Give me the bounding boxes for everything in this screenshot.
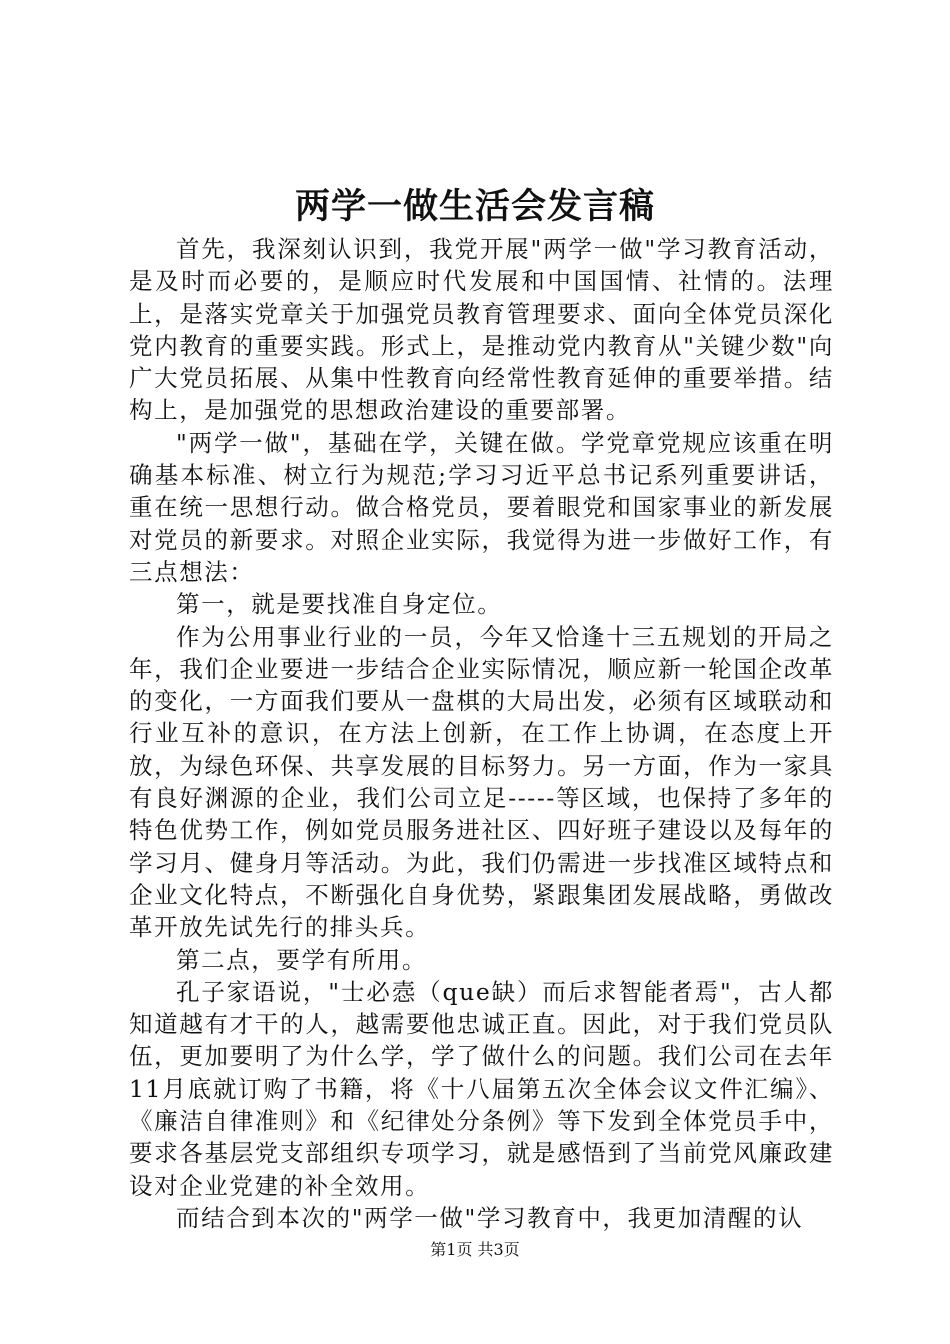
paragraph-1: 首先，我深刻认识到，我党开展"两学一做"学习教育活动，是及时而必要的，是顺应时代发展和中国国情、社情的。法理上，是落实党章关于加强党员教育管理要求、面向全体党员深化党内教育的重要实践。形式上，是推动党内教育从"关键少数"向广大党员拓展、从集中性教育向经常性教育延伸的重要举措。结构上，是加强党的思想政治建设的重要部署。: [129, 235, 834, 425]
paragraph-7: 而结合到本次的"两学一做"学习教育中，我更加清醒的认: [176, 1203, 804, 1232]
paragraph-6: 孔子家语说，"士必悫（que缺）而后求智能者焉"，古人都知道越有才干的人，越需要他忠诚正直。因此，对于我们党员队伍，更加要明了为什么学，学了做什么的问题。我们公司在去年11月底就订购了书籍，将《十八届第五次全体会议文件汇编》、《廉洁自律准则》和《纪律处分条例》等下发到全体党员手中，要求各基层党支部组织专项学习，就是感悟到了当前党风廉政建设对企业党建的补全效用。: [129, 977, 834, 1200]
paragraph-5: 第二点，要学有所用。: [176, 945, 427, 974]
page-footer: 第1页 共3页: [430, 1240, 520, 1259]
paragraph-3: 第一，就是要找准自身定位。: [176, 590, 503, 619]
paragraph-4: 作为公用事业行业的一员，今年又恰逢十三五规划的开局之年，我们企业要进一步结合企业实际情况，顺应新一轮国企改革的变化，一方面我们要从一盘棋的大局出发，必须有区域联动和行业互补的意识，在方法上创新，在工作上协调，在态度上开放，为绿色环保、共享发展的目标努力。另一方面，作为一家具有良好渊源的企业，我们公司立足-----等区域，也保持了多年的特色优势工作，例如党员服务进社区、四好班子建设以及每年的学习月、健身月等活动。为此，我们仍需进一步找准区域特点和企业文化特点，不断强化自身优势，紧跟集团发展战略，勇做改革开放先试先行的排头兵。: [129, 622, 834, 942]
document-title: 两学一做生活会发言稿: [294, 186, 655, 227]
paragraph-2: "两学一做"，基础在学，关键在做。学党章党规应该重在明确基本标准、树立行为规范;学习习近平总书记系列重要讲话，重在统一思想行动。做合格党员，要着眼党和国家事业的新发展对党员的新要求。对照企业实际，我觉得为进一步做好工作，有三点想法：: [129, 428, 834, 586]
document-body: [129, 233, 834, 1234]
